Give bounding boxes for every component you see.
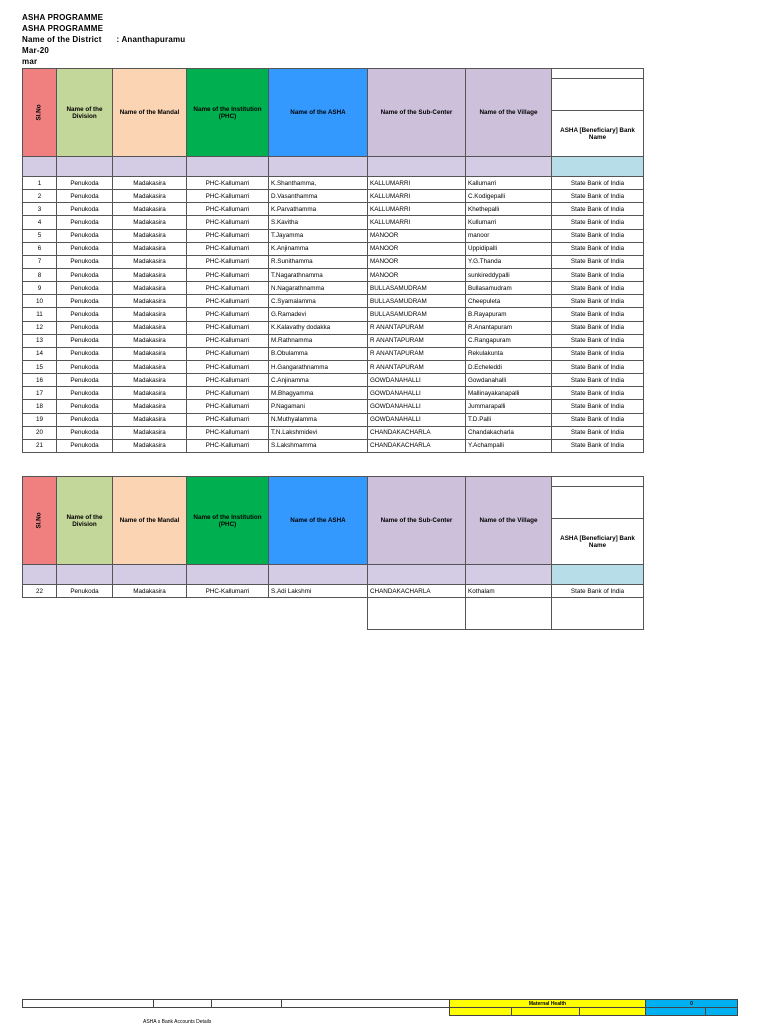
cell-asha: R.Sunithamma	[269, 255, 368, 268]
cell-institution: PHC-Kallumarri	[187, 374, 269, 387]
cell-division: Penukoda	[57, 334, 113, 347]
maternal-health-header: Maternal Health	[450, 1000, 646, 1008]
cell-mandal: Madakasira	[113, 439, 187, 452]
footer-caption: ASHA s Bank Accounts Details	[143, 1019, 212, 1024]
cell-asha: T.Nagarathnamma	[269, 268, 368, 281]
cell-mandal: Madakasira	[113, 282, 187, 295]
cell-subcenter: KALLUMARRI	[368, 203, 466, 216]
cell-village: D.Echeleddi	[466, 360, 552, 373]
cell-asha: K.Shanthamma,	[269, 177, 368, 190]
band-cell-bank	[552, 157, 644, 177]
cell-division: Penukoda	[57, 426, 113, 439]
programme-title: ASHA PROGRAMME	[22, 13, 104, 22]
table-row	[23, 203, 644, 216]
cell-institution: PHC-Kallumarri	[187, 203, 269, 216]
cell-subcenter: CHANDAKACHARLA	[368, 439, 466, 452]
table-row	[23, 321, 644, 334]
cell-institution: PHC-Kallumarri	[187, 177, 269, 190]
table-row	[23, 413, 644, 426]
cell-institution: PHC-Kallumarri	[187, 360, 269, 373]
cell-bank: State Bank of India	[552, 439, 644, 452]
cell-village: Kullumarri	[466, 216, 552, 229]
cell-village: Y.Achampalli	[466, 439, 552, 452]
header-subcenter: Name of the Sub-Center	[368, 477, 466, 565]
cell-division: Penukoda	[57, 308, 113, 321]
cell-sl-no: 19	[23, 413, 57, 426]
cell-asha: K.Kalavathy dodakka	[269, 321, 368, 334]
band-cell	[113, 565, 187, 585]
cell-division: Penukoda	[57, 387, 113, 400]
cell-mandal: Madakasira	[113, 308, 187, 321]
footer-summary-strip	[22, 999, 738, 1016]
cell-mandal: Madakasira	[113, 413, 187, 426]
cell-institution: PHC-Kallumarri	[187, 242, 269, 255]
cell-sl-no: 8	[23, 268, 57, 281]
cell-village: Khethepalli	[466, 203, 552, 216]
cell-division: Penukoda	[57, 413, 113, 426]
cell-bank: State Bank of India	[552, 216, 644, 229]
cell-institution: PHC-Kallumarri	[187, 585, 269, 598]
header-sl-no: Sl.No	[23, 477, 57, 565]
cell-division: Penukoda	[57, 321, 113, 334]
cell-institution: PHC-Kallumarri	[187, 229, 269, 242]
header-division: Name of the Division	[57, 69, 113, 157]
cell-village: Kallumarri	[466, 177, 552, 190]
cell-village: C.Rangapuram	[466, 334, 552, 347]
cell-division: Penukoda	[57, 229, 113, 242]
cell-mandal: Madakasira	[113, 321, 187, 334]
band-cell	[269, 157, 368, 177]
cell-bank: State Bank of India	[552, 229, 644, 242]
cell-subcenter: GOWDANAHALLI	[368, 387, 466, 400]
cell-sl-no: 11	[23, 308, 57, 321]
cell-subcenter: R ANANTAPURAM	[368, 334, 466, 347]
cell-subcenter: R ANANTAPURAM	[368, 347, 466, 360]
cell-sl-no: 13	[23, 334, 57, 347]
cell-village: Uppidipalli	[466, 242, 552, 255]
cell-subcenter: GOWDANAHALLI	[368, 400, 466, 413]
cell-division: Penukoda	[57, 177, 113, 190]
cell-bank: State Bank of India	[552, 374, 644, 387]
cell-bank: State Bank of India	[552, 387, 644, 400]
header-mid-blank	[552, 79, 644, 111]
band-cell	[23, 157, 57, 177]
cell-division: Penukoda	[57, 203, 113, 216]
table-row	[23, 439, 644, 452]
band-cell	[368, 157, 466, 177]
cell-division: Penukoda	[57, 360, 113, 373]
cell-village: manoor	[466, 229, 552, 242]
cell-village: sunkireddypalli	[466, 268, 552, 281]
cell-mandal: Madakasira	[113, 177, 187, 190]
cell-sl-no: 5	[23, 229, 57, 242]
footer-cell	[154, 1000, 212, 1008]
cell-subcenter: KALLUMARRI	[368, 216, 466, 229]
trailing-empty-cell	[552, 598, 644, 630]
band-cell	[368, 565, 466, 585]
cell-bank: State Bank of India	[552, 242, 644, 255]
header-mandal: Name of the Mandal	[113, 477, 187, 565]
header-sl-no: Sl.No	[23, 69, 57, 157]
cell-asha: N.Nagarathnamma	[269, 282, 368, 295]
cell-subcenter: MANOOR	[368, 268, 466, 281]
header-top-blank	[552, 477, 644, 487]
cell-sl-no: 2	[23, 190, 57, 203]
cell-asha: K.Parvathamma	[269, 203, 368, 216]
header-institution: Name of the Institution (PHC)	[187, 477, 269, 565]
cell-division: Penukoda	[57, 585, 113, 598]
cell-bank: State Bank of India	[552, 360, 644, 373]
district-label: Name of the District	[22, 35, 102, 44]
cell-mandal: Madakasira	[113, 387, 187, 400]
cell-sl-no: 14	[23, 347, 57, 360]
header-top-blank	[552, 69, 644, 79]
table-row	[23, 295, 644, 308]
table-row	[23, 400, 644, 413]
cell-mandal: Madakasira	[113, 203, 187, 216]
district-line	[22, 34, 185, 45]
cell-sl-no: 18	[23, 400, 57, 413]
cell-institution: PHC-Kallumarri	[187, 387, 269, 400]
cell-sl-no: 20	[23, 426, 57, 439]
band-cell	[466, 565, 552, 585]
cell-sl-no: 7	[23, 255, 57, 268]
footer-cell	[282, 1000, 450, 1008]
cell-institution: PHC-Kallumarri	[187, 426, 269, 439]
cell-mandal: Madakasira	[113, 268, 187, 281]
cell-asha: C.Syamalamma	[269, 295, 368, 308]
band-cell-bank	[552, 565, 644, 585]
cell-bank: State Bank of India	[552, 334, 644, 347]
cell-bank: State Bank of India	[552, 295, 644, 308]
cell-village: Y.G.Thanda	[466, 255, 552, 268]
band-cell	[466, 157, 552, 177]
cell-bank: State Bank of India	[552, 347, 644, 360]
table-row	[23, 334, 644, 347]
cell-sl-no: 15	[23, 360, 57, 373]
cell-asha: P.Nagamani	[269, 400, 368, 413]
cell-bank: State Bank of India	[552, 190, 644, 203]
footer-subcell	[706, 1008, 738, 1016]
header-subcenter: Name of the Sub-Center	[368, 69, 466, 157]
table-row	[23, 177, 644, 190]
table-row	[23, 585, 644, 598]
cell-village: Chandakacharla	[466, 426, 552, 439]
footer-value: 0	[646, 1000, 738, 1008]
cell-village: Cheepuleta	[466, 295, 552, 308]
report-month-short: mar	[22, 57, 38, 66]
cell-subcenter: BULLASAMUDRAM	[368, 282, 466, 295]
cell-mandal: Madakasira	[113, 360, 187, 373]
cell-mandal: Madakasira	[113, 347, 187, 360]
cell-sl-no: 3	[23, 203, 57, 216]
cell-subcenter: MANOOR	[368, 255, 466, 268]
header-asha: Name of the ASHA	[269, 477, 368, 565]
cell-institution: PHC-Kallumarri	[187, 400, 269, 413]
cell-bank: State Bank of India	[552, 585, 644, 598]
cell-sl-no: 22	[23, 585, 57, 598]
cell-sl-no: 12	[23, 321, 57, 334]
cell-asha: H.Gangarathnamma	[269, 360, 368, 373]
footer-cell	[23, 1000, 154, 1008]
cell-village: R.Anantapuram	[466, 321, 552, 334]
cell-division: Penukoda	[57, 295, 113, 308]
cell-mandal: Madakasira	[113, 190, 187, 203]
table-row	[23, 426, 644, 439]
cell-subcenter: CHANDAKACHARLA	[368, 585, 466, 598]
table-row	[23, 190, 644, 203]
cell-mandal: Madakasira	[113, 229, 187, 242]
maternal-health-subcell	[512, 1008, 580, 1016]
footer-cell	[212, 1000, 282, 1008]
header-asha: Name of the ASHA	[269, 69, 368, 157]
header-mandal: Name of the Mandal	[113, 69, 187, 157]
cell-sl-no: 4	[23, 216, 57, 229]
cell-subcenter: R ANANTAPURAM	[368, 321, 466, 334]
cell-bank: State Bank of India	[552, 413, 644, 426]
cell-sl-no: 21	[23, 439, 57, 452]
cell-institution: PHC-Kallumarri	[187, 268, 269, 281]
maternal-health-subcell	[580, 1008, 646, 1016]
asha-table-continued	[22, 476, 644, 630]
cell-institution: PHC-Kallumarri	[187, 321, 269, 334]
cell-mandal: Madakasira	[113, 255, 187, 268]
cell-asha: G.Ramadevi	[269, 308, 368, 321]
cell-division: Penukoda	[57, 190, 113, 203]
cell-subcenter: BULLASAMUDRAM	[368, 295, 466, 308]
band-cell	[269, 565, 368, 585]
cell-mandal: Madakasira	[113, 334, 187, 347]
cell-asha: S.Lakshmamma	[269, 439, 368, 452]
cell-asha: K.Anjinamma	[269, 242, 368, 255]
cell-asha: B.Obulamma	[269, 347, 368, 360]
cell-division: Penukoda	[57, 374, 113, 387]
cell-institution: PHC-Kallumarri	[187, 413, 269, 426]
cell-institution: PHC-Kallumarri	[187, 190, 269, 203]
district-value: : Ananthapuramu	[116, 35, 186, 44]
report-month: Mar-20	[22, 46, 49, 55]
cell-village: B.Rayapuram	[466, 308, 552, 321]
band-cell	[23, 565, 57, 585]
table-row	[23, 387, 644, 400]
cell-division: Penukoda	[57, 268, 113, 281]
band-cell	[57, 157, 113, 177]
header-mid-blank	[552, 487, 644, 519]
cell-subcenter: KALLUMARRI	[368, 190, 466, 203]
cell-asha: T.N.Lakshmidevi	[269, 426, 368, 439]
table-row	[23, 229, 644, 242]
cell-bank: State Bank of India	[552, 203, 644, 216]
table-row	[23, 308, 644, 321]
cell-asha: M.Rathnamma	[269, 334, 368, 347]
cell-bank: State Bank of India	[552, 255, 644, 268]
band-cell	[113, 157, 187, 177]
cell-mandal: Madakasira	[113, 585, 187, 598]
footer-subcell	[646, 1008, 706, 1016]
cell-subcenter: CHANDAKACHARLA	[368, 426, 466, 439]
cell-institution: PHC-Kallumarri	[187, 439, 269, 452]
trailing-empty-cell	[466, 598, 552, 630]
maternal-health-subcell	[450, 1008, 512, 1016]
cell-institution: PHC-Kallumarri	[187, 334, 269, 347]
cell-division: Penukoda	[57, 439, 113, 452]
cell-bank: State Bank of India	[552, 177, 644, 190]
table-row	[23, 268, 644, 281]
cell-subcenter: R ANANTAPURAM	[368, 360, 466, 373]
cell-bank: State Bank of India	[552, 308, 644, 321]
cell-mandal: Madakasira	[113, 242, 187, 255]
table-row	[23, 360, 644, 373]
table-row	[23, 282, 644, 295]
cell-bank: State Bank of India	[552, 400, 644, 413]
cell-division: Penukoda	[57, 216, 113, 229]
cell-bank: State Bank of India	[552, 321, 644, 334]
cell-asha: T.Jayamma	[269, 229, 368, 242]
table-row	[23, 347, 644, 360]
cell-village: Kothalam	[466, 585, 552, 598]
cell-village: Mallinayakanapalli	[466, 387, 552, 400]
cell-sl-no: 17	[23, 387, 57, 400]
header-bank: ASHA [Beneficiary] Bank Name	[552, 111, 644, 157]
cell-subcenter: GOWDANAHALLI	[368, 413, 466, 426]
trailing-empty-cell	[368, 598, 466, 630]
band-cell	[187, 157, 269, 177]
cell-asha: M.Bhagyamma	[269, 387, 368, 400]
cell-sl-no: 6	[23, 242, 57, 255]
programme-title-repeat: ASHA PROGRAMME	[22, 24, 104, 33]
table-row	[23, 255, 644, 268]
cell-asha: S.Adi Lakshmi	[269, 585, 368, 598]
cell-institution: PHC-Kallumarri	[187, 216, 269, 229]
cell-asha: C.Anjinamma	[269, 374, 368, 387]
cell-asha: D.Vasanthamma	[269, 190, 368, 203]
cell-village: Bullasamudram	[466, 282, 552, 295]
cell-village: C.Kodigepalli	[466, 190, 552, 203]
table-row	[23, 216, 644, 229]
band-cell	[187, 565, 269, 585]
header-institution: Name of the Institution (PHC)	[187, 69, 269, 157]
cell-division: Penukoda	[57, 347, 113, 360]
cell-village: T.D.Palli	[466, 413, 552, 426]
cell-bank: State Bank of India	[552, 282, 644, 295]
header-bank: ASHA [Beneficiary] Bank Name	[552, 519, 644, 565]
cell-asha: S.Kavitha	[269, 216, 368, 229]
asha-table-main	[22, 68, 644, 453]
cell-bank: State Bank of India	[552, 426, 644, 439]
cell-subcenter: MANOOR	[368, 229, 466, 242]
cell-mandal: Madakasira	[113, 400, 187, 413]
band-cell	[57, 565, 113, 585]
header-village: Name of the Village	[466, 69, 552, 157]
cell-mandal: Madakasira	[113, 374, 187, 387]
header-village: Name of the Village	[466, 477, 552, 565]
cell-institution: PHC-Kallumarri	[187, 347, 269, 360]
cell-sl-no: 1	[23, 177, 57, 190]
cell-subcenter: MANOOR	[368, 242, 466, 255]
cell-subcenter: GOWDANAHALLI	[368, 374, 466, 387]
cell-bank: State Bank of India	[552, 268, 644, 281]
cell-institution: PHC-Kallumarri	[187, 255, 269, 268]
table-row	[23, 242, 644, 255]
cell-division: Penukoda	[57, 282, 113, 295]
cell-division: Penukoda	[57, 255, 113, 268]
cell-village: Rekulakunta	[466, 347, 552, 360]
cell-mandal: Madakasira	[113, 295, 187, 308]
cell-village: Jummarapalli	[466, 400, 552, 413]
cell-mandal: Madakasira	[113, 216, 187, 229]
cell-subcenter: BULLASAMUDRAM	[368, 308, 466, 321]
cell-division: Penukoda	[57, 242, 113, 255]
cell-institution: PHC-Kallumarri	[187, 308, 269, 321]
cell-asha: N.Muthyalamma	[269, 413, 368, 426]
cell-institution: PHC-Kallumarri	[187, 282, 269, 295]
cell-village: Gowdanahalli	[466, 374, 552, 387]
cell-sl-no: 9	[23, 282, 57, 295]
cell-subcenter: KALLUMARRI	[368, 177, 466, 190]
cell-division: Penukoda	[57, 400, 113, 413]
cell-sl-no: 16	[23, 374, 57, 387]
cell-institution: PHC-Kallumarri	[187, 295, 269, 308]
table-row	[23, 374, 644, 387]
cell-sl-no: 10	[23, 295, 57, 308]
header-division: Name of the Division	[57, 477, 113, 565]
cell-mandal: Madakasira	[113, 426, 187, 439]
